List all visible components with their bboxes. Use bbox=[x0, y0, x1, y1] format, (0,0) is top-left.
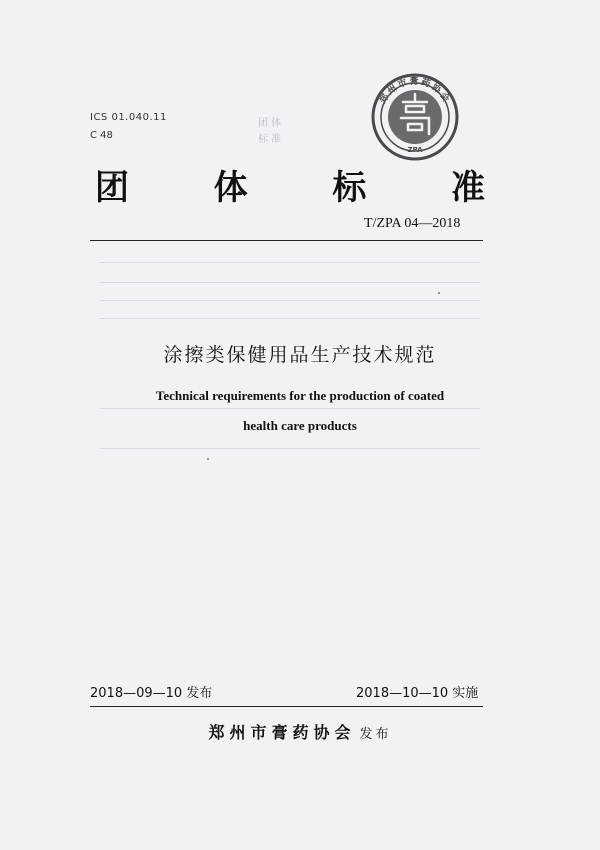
group-standard-title bbox=[95, 160, 485, 209]
publisher bbox=[0, 720, 600, 743]
scan-artifact bbox=[100, 282, 480, 283]
publisher-suffix: 发布 bbox=[359, 727, 392, 742]
seal-text: 郑州市膏药协会 bbox=[378, 77, 452, 106]
scan-speck bbox=[207, 458, 209, 460]
publisher-name: 郑州市膏药协会 bbox=[208, 723, 356, 742]
seal-graphic bbox=[370, 72, 460, 162]
seal-abbr: ZPA bbox=[407, 146, 423, 154]
document-title-en-line1: Technical requirements for the production of coated bbox=[155, 388, 445, 403]
title-char: 团 bbox=[95, 168, 129, 208]
publish-date: 2018—09—10 发布 bbox=[90, 686, 213, 701]
scan-artifact bbox=[100, 300, 480, 301]
title-char: 体 bbox=[213, 168, 248, 208]
ccs-code: C 48 bbox=[90, 130, 113, 141]
scan-speck bbox=[438, 292, 440, 294]
scan-artifact bbox=[100, 408, 480, 409]
title-char: 准 bbox=[450, 168, 485, 208]
standard-number: T/ZPA 04—2018 bbox=[364, 216, 461, 231]
effective-date: 2018—10—10 实施 bbox=[356, 686, 479, 701]
association-seal bbox=[370, 72, 460, 162]
ghost-text: 团 体 bbox=[258, 118, 282, 129]
divider-bottom bbox=[90, 706, 483, 707]
document-title-en-line2: health care products bbox=[243, 418, 357, 433]
title-char: 标 bbox=[332, 168, 367, 208]
divider-top bbox=[90, 240, 483, 241]
document-title-zh: 涂擦类保健用品生产技术规范 bbox=[163, 344, 437, 366]
scan-artifact bbox=[100, 262, 480, 263]
ics-code: ICS 01.040.11 bbox=[90, 112, 167, 123]
scan-artifact bbox=[100, 448, 480, 449]
scan-artifact bbox=[100, 318, 480, 319]
ghost-text: 标 准 bbox=[258, 134, 282, 145]
